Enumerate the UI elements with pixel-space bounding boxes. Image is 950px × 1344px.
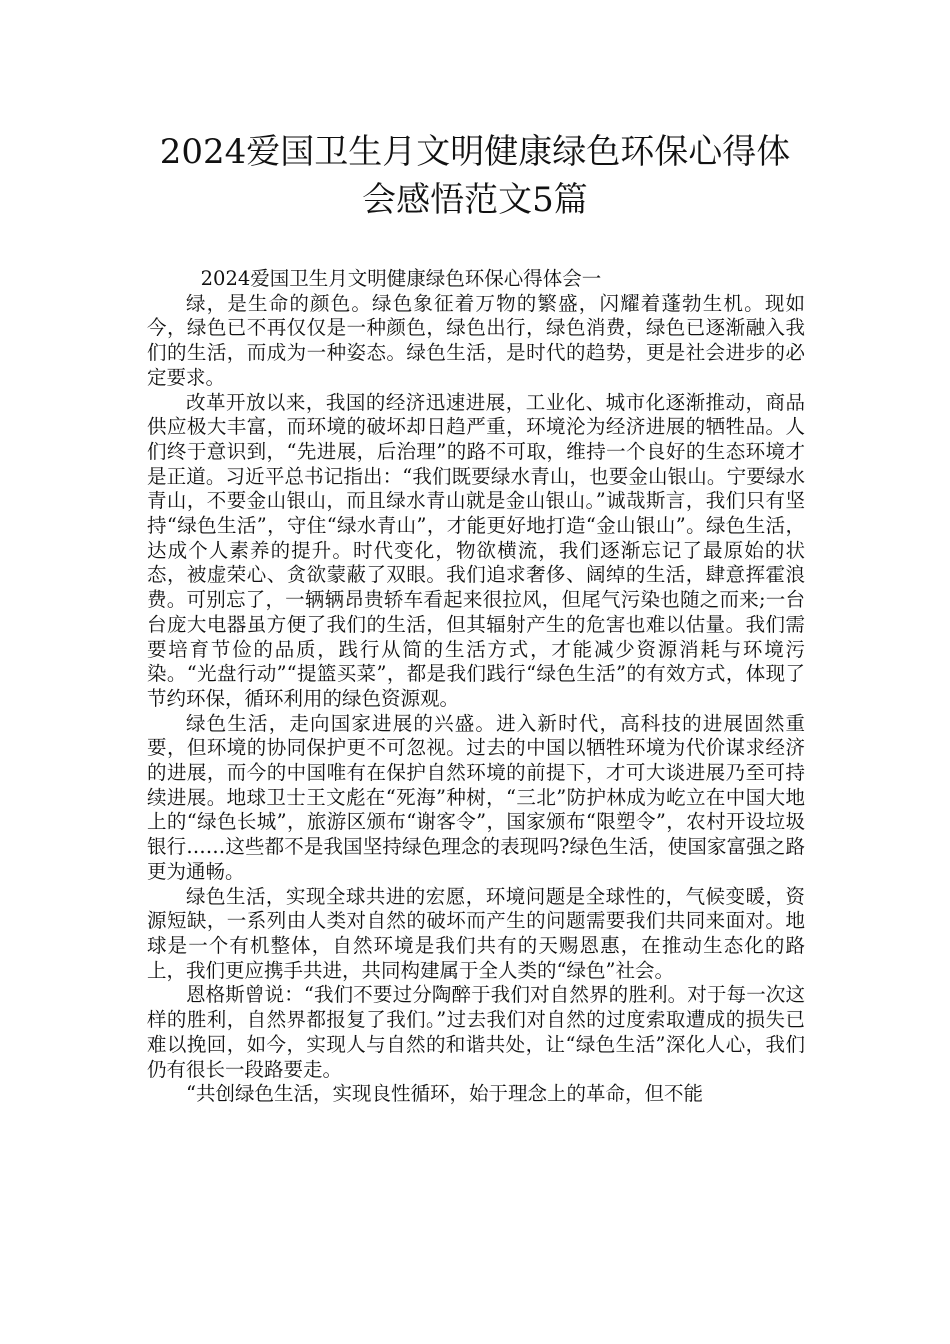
title-line-1: 2024爱国卫生月文明健康绿色环保心得体	[159, 132, 791, 172]
paragraph-3: 绿色生活，走向国家进展的兴盛。进入新时代，高科技的进展固然重要，但环境的协同保护更不可忽视。过去的中国以牺牲环境为代价谋求经济的进展，而今的中国唯有在保护自然环境的前提下，才可大谈进展乃至可持续进展。地球卫士王文彪在“死海”种树，“三北”防护林成为屹立在中国大地上的“绿色长城”，旅游区颁布“谢客令”，国家颁布“限塑令”，农村开设垃圾银行……这些都不是我国坚持绿色理念的表现吗?绿色生活，使国家富强之路更为通畅。	[147, 711, 805, 883]
document-title	[120, 128, 830, 224]
title-line-2: 会感悟范文5篇	[362, 180, 588, 220]
paragraph-5: 恩格斯曾说：“我们不要过分陶醉于我们对自然界的胜利。对于每一次这样的胜利，自然界都报复了我们。”过去我们对自然的过度索取遭成的损失已难以挽回，如今，实现人与自然的和谐共处，让“绿色生活”深化人心，我们仍有很长一段路要走。	[147, 983, 805, 1081]
document-body	[147, 267, 805, 1107]
paragraph-1: 绿，是生命的颜色。绿色象征着万物的繁盛，闪耀着蓬勃生机。现如今，绿色已不再仅仅是一种颜色，绿色出行，绿色消费，绿色已逐渐融入我们的生活，而成为一种姿态。绿色生活，是时代的趋势，更是社会进步的必定要求。	[147, 291, 805, 389]
section-subheading: 2024爱国卫生月文明健康绿色环保心得体会一	[200, 267, 602, 290]
paragraph-2: 改革开放以来，我国的经济迅速进展，工业化、城市化逐渐推动，商品供应极大丰富，而环境的破坏却日趋严重，环境沦为经济进展的牺牲品。人们终于意识到，“先进展，后治理”的路不可取，维持一个良好的生态环境才是正道。习近平总书记指出：“我们既要绿水青山，也要金山银山。宁要绿水青山，不要金山银山，而且绿水青山就是金山银山。”诚哉斯言，我们只有坚持“绿色生活”，守住“绿水青山”，才能更好地打造“金山银山”。绿色生活，达成个人素养的提升。时代变化，物欲横流，我们逐渐忘记了最原始的状态，被虚荣心、贪欲蒙蔽了双眼。我们追求奢侈、阔绰的生活，肆意挥霍浪费。可别忘了，一辆辆昂贵轿车看起来很拉风，但尾气污染也随之而来;一台台庞大电器虽方便了我们的生活，但其辐射产生的危害也难以估量。我们需要培育节俭的品质，践行从简的生活方式，才能减少资源消耗与环境污染。“光盘行动”“提篮买菜”，都是我们践行“绿色生活”的有效方式，体现了节约环保，循环利用的绿色资源观。	[147, 390, 805, 710]
paragraph-4: 绿色生活，实现全球共进的宏愿，环境问题是全球性的，气候变暖，资源短缺，一系列由人类对自然的破坏而产生的问题需要我们共同来面对。地球是一个有机整体，自然环境是我们共有的天赐恩惠，在推动生态化的路上，我们更应携手共进，共同构建属于全人类的“绿色”社会。	[147, 884, 805, 982]
paragraph-6: “共创绿色生活，实现良性循环，始于理念上的革命，但不能	[186, 1082, 703, 1106]
